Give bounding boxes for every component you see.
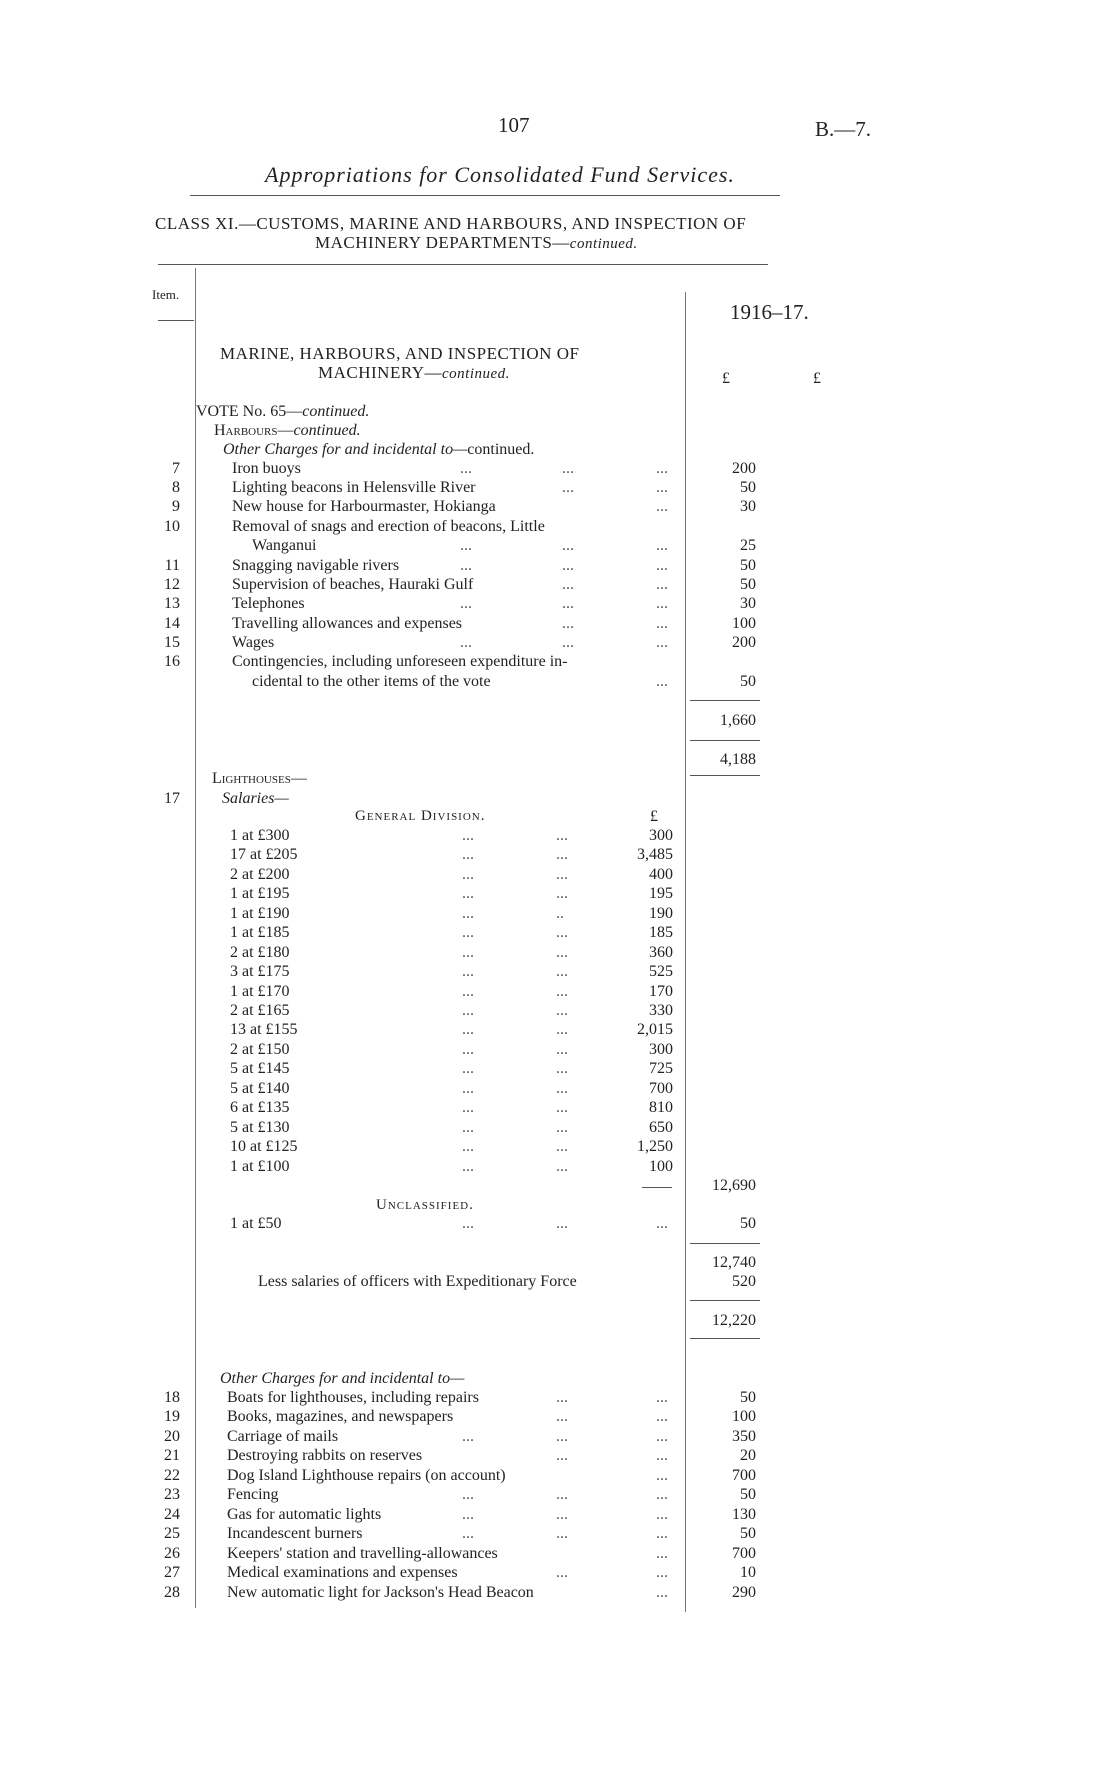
table-row: 5 at £130 ... ... 650 — [230, 1119, 673, 1136]
list-item: 22 Dog Island Lighthouse repairs (on account) ... 700 — [164, 1467, 756, 1484]
heading-rule — [158, 264, 768, 265]
list-item: 19 Books, magazines, and newspapers ... ... 100 — [164, 1408, 756, 1425]
harbours-subtotal-rule-bottom — [690, 740, 760, 741]
table-row: 17 at £205 ... ... 3,485 — [230, 846, 673, 863]
list-item: 13 Telephones ... ... ... 30 — [164, 595, 756, 612]
table-row: 2 at £165 ... ... 330 — [230, 1002, 673, 1019]
table-row: 10 at £125 ... ... 1,250 — [230, 1138, 673, 1155]
list-item: 27 Medical examinations and expenses ... ... 10 — [164, 1564, 756, 1581]
class-heading-line2: MACHINERY DEPARTMENTS—continued. — [315, 233, 638, 252]
list-item: Wanganui ... ... ... 25 — [252, 537, 756, 554]
item-column-header: Item. — [152, 287, 180, 302]
document-reference: B.—7. — [815, 117, 872, 141]
harbours-subtotal: 1,660 — [720, 712, 756, 729]
list-item: 14 Travelling allowances and expenses ... ... 100 — [164, 615, 756, 632]
list-item: 21 Destroying rabbits on reserves ... ... 20 — [164, 1447, 756, 1464]
table-row: 2 at £150 ... ... 300 — [230, 1041, 673, 1058]
harbours-label: Harbours—continued. — [214, 422, 361, 439]
page-title: Appropriations for Consolidated Fund Services. — [265, 162, 735, 187]
general-division-label: General Division. — [355, 808, 486, 824]
table-row: 5 at £145 ... ... 725 — [230, 1060, 673, 1077]
list-item: 15 Wages ... ... ... 200 — [164, 634, 756, 651]
salaries-net-rule — [690, 1300, 760, 1301]
table-row: 3 at £175 ... ... 525 — [230, 963, 673, 980]
table-row: 2 at £200 ... ... 400 — [230, 866, 673, 883]
less-salaries-amount: 520 — [732, 1273, 756, 1290]
salaries-label: Salaries— — [222, 790, 289, 807]
page-number: 107 — [498, 113, 530, 137]
list-item: 10 Removal of snags and erection of beacons, Little — [164, 518, 545, 535]
table-row: 2 at £180 ... ... 360 — [230, 944, 673, 961]
title-rule — [190, 195, 780, 196]
list-item: 11 Snagging navigable rivers ... ... ... 50 — [164, 557, 756, 574]
table-row: 13 at £155 ... ... 2,015 — [230, 1021, 673, 1038]
general-division-pound: £ — [650, 808, 658, 825]
general-division-total-rule — [642, 1187, 672, 1188]
list-item: 16 Contingencies, including unforeseen expenditure in- — [164, 653, 568, 670]
table-row: 6 at £135 ... ... 810 — [230, 1099, 673, 1116]
salaries-net: 12,220 — [712, 1312, 756, 1329]
table-row: 1 at £100 ... ... 100 — [230, 1158, 673, 1175]
table-row: 1 at £195 ... ... 195 — [230, 885, 673, 902]
list-item: 24 Gas for automatic lights ... ... ... 130 — [164, 1506, 756, 1523]
lighthouses-label: Lighthouses— — [212, 770, 307, 787]
salaries-net-rule-bottom — [690, 1338, 760, 1339]
harbours-total-rule — [690, 775, 760, 776]
salaries-gross-rule — [690, 1243, 760, 1244]
lighthouse-other-charges-label: Other Charges for and incidental to— — [220, 1370, 465, 1387]
table-row: 1 at £300 ... ... 300 — [230, 827, 673, 844]
list-item: 7 Iron buoys ... ... ... 200 — [172, 460, 756, 477]
list-item: 20 Carriage of mails ... ... ... 350 — [164, 1428, 756, 1445]
list-item: 28 New automatic light for Jackson's Head Beacon ... 290 — [164, 1584, 756, 1601]
year-column-header: 1916–17. — [730, 300, 809, 324]
other-charges-label: Other Charges for and incidental to—continued. — [223, 441, 535, 458]
pound-column-2: £ — [813, 370, 821, 387]
list-item: 23 Fencing ... ... ... 50 — [164, 1486, 756, 1503]
less-salaries-label: Less salaries of officers with Expeditionary Force — [258, 1273, 577, 1290]
list-item: 8 Lighting beacons in Helensville River ... ... 50 — [172, 479, 756, 496]
list-item: 9 New house for Harbourmaster, Hokianga ... 30 — [172, 498, 756, 515]
class-heading-line1: CLASS XI.—CUSTOMS, MARINE AND HARBOURS, AND INSPECTION OF — [155, 214, 747, 233]
table-row: 1 at £185 ... ... 185 — [230, 924, 673, 941]
list-item: 12 Supervision of beaches, Hauraki Gulf ... ... 50 — [164, 576, 756, 593]
list-item: 26 Keepers' station and travelling-allowances ... 700 — [164, 1545, 756, 1562]
unclassified-row: 1 at £50 ... ... ... 50 — [230, 1215, 756, 1232]
item-header-rule — [158, 320, 194, 321]
list-item: 25 Incandescent burners ... ... ... 50 — [164, 1525, 756, 1542]
general-division-total: 12,690 — [712, 1177, 756, 1194]
section-heading-line2: MACHINERY—continued. — [318, 363, 510, 382]
section-heading-line1: MARINE, HARBOURS, AND INSPECTION OF — [220, 344, 580, 363]
salaries-item-number: 17 — [164, 790, 180, 807]
table-row: 5 at £140 ... ... 700 — [230, 1080, 673, 1097]
unclassified-label: Unclassified. — [376, 1197, 474, 1213]
vote-label: VOTE No. 65—continued. — [196, 403, 370, 420]
list-item: cidental to the other items of the vote ... 50 — [252, 673, 756, 690]
table-row: 1 at £190 ... .. 190 — [230, 905, 673, 922]
pound-column-1: £ — [722, 370, 730, 387]
table-row: 1 at £170 ... ... 170 — [230, 983, 673, 1000]
list-item: 18 Boats for lighthouses, including repairs ... ... 50 — [164, 1389, 756, 1406]
harbours-subtotal-rule — [690, 700, 760, 701]
salaries-gross: 12,740 — [712, 1254, 756, 1271]
harbours-total: 4,188 — [720, 751, 756, 768]
